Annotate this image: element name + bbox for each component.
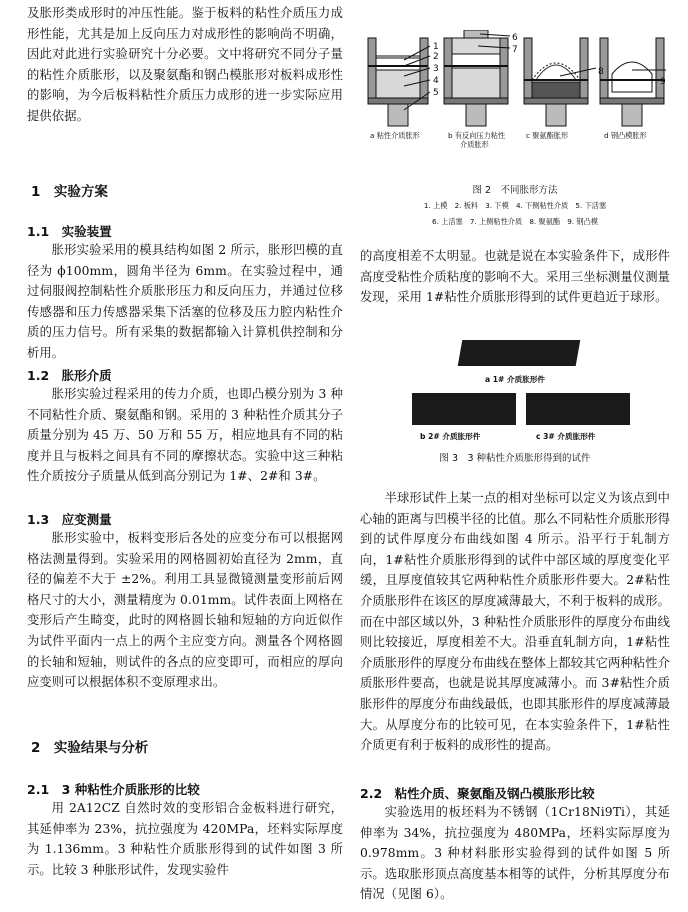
- die-d-icon: [600, 38, 664, 126]
- figure-2-legend-1: 1. 上模 2. 板料 3. 下模 4. 下侧粘性介质 5. 下活塞: [423, 201, 607, 210]
- section-1-1-heading: 1.1 实验装置: [27, 224, 112, 239]
- sub-c-label: c 聚氨酯胀形: [526, 131, 569, 140]
- specimen-2-label: b 2# 介质胀形件: [420, 432, 481, 441]
- section-1-3-paragraph: 胀形实验中，板料变形后各处的应变分布可以根据网格法测量得到。实验采用的网格圆初始直径为 2mm，直径的偏差不大于 ±2%。利用工具显微镜测量变形前后网格尺寸的大小，测量精度为 0.01mm。试件表面上网格在变形后产生畸变，此时的网格圆长轴和短轴的方向近似作为试件平面内一点上的两个主应变方向。测量各个网格圆的长轴和短轴，则试件的各点的应变即可，而相应的厚向应变则可以根据体积不变原理求出。: [27, 531, 343, 690]
- label-7: 7: [512, 45, 518, 55]
- specimen-2-image: [412, 393, 516, 425]
- figure-2-caption: 图 2 不同胀形方法: [472, 185, 558, 196]
- specimen-3-label: c 3# 介质胀形件: [536, 432, 596, 441]
- figure-2-diagram: [360, 30, 670, 170]
- section-1-3-heading: 1.3 应变测量: [27, 512, 112, 527]
- specimen-1-image: [458, 340, 581, 366]
- section-1-heading: 1 实验方案: [31, 184, 108, 200]
- right-top-paragraph: 的高度相差不太明显。也就是说在本实验条件下，成形件高度受粘性介质粘度的影响不大。采用三坐标测量仪测量发现，采用 1#粘性介质胀形得到的试件更趋近于球形。: [360, 249, 670, 305]
- label-4: 4: [433, 76, 439, 86]
- label-5: 5: [433, 88, 439, 98]
- label-8: 8: [598, 67, 604, 77]
- section-2-1-paragraph: 用 2A12CZ 自然时效的变形铝合金板料进行研究，其延伸率为 23%，抗拉强度为 420MPa，坯料实际厚度为 1.136mm。3 种粘性介质胀形得到的试件如图 3 所示。比较 3 种胀形试件，发现实验件: [27, 801, 343, 877]
- section-1-2-paragraph: 胀形实验过程采用的传力介质，也即凸模分别为 3 种不同粘性介质、聚氨酯和钢。采用的 3 种粘性介质其分子质量分别为 45 万、50 万和 55 万，相应地具有不同的粘度并且与板料之间具有不同的摩擦状态。实验中这三种粘性介质按分子质量从低到高分别记为 1#、2#和 3#。: [27, 387, 343, 484]
- section-2-1-heading: 2.1 3 种粘性介质胀形的比较: [27, 782, 200, 797]
- section-2-heading: 2 实验结果与分析: [31, 740, 149, 756]
- label-3: 3: [433, 64, 439, 74]
- label-2: 2: [433, 52, 439, 62]
- intro-paragraph: 及胀形类成形时的冲压性能。鉴于板料的粘性介质压力成形性能，尤其是加上反向压力对成形性的影响尚不明确，因此对此进行实验研究十分必要。文中将研究不同分子量的粘性介质胀形，以及聚氨酯和钢凸模胀形对板料成形性的影响，为今后板料粘性介质压力成形的进一步实际应用提供依据。: [27, 6, 343, 123]
- die-b-icon: [444, 30, 508, 126]
- figure-3-caption: 图 3 3 种粘性介质胀形得到的试件: [439, 453, 591, 464]
- figure-2-legend-2: 6. 上活塞 7. 上侧粘性介质 8. 聚氨酯 9. 钢凸模: [432, 217, 598, 226]
- die-a-icon: [368, 38, 428, 126]
- sub-b-label-2: 介质胀形: [460, 140, 489, 149]
- specimen-3-image: [526, 393, 630, 425]
- label-1: 1: [433, 42, 439, 52]
- sub-a-label: a 粘性介质胀形: [370, 131, 420, 140]
- section-1-1-paragraph: 胀形实验采用的模具结构如图 2 所示，胀形凹模的直径为 ϕ100mm，圆角半径为 6mm。在实验过程中，通过伺服阀控制粘性介质胀形压力和反向压力，并通过位移传感器和压力传感器采集下活塞的位移及压力腔内粘性介质的压力信号。所有采集的数据都输入计算机供控制和分析用。: [27, 243, 343, 360]
- section-2-2-paragraph: 实验选用的板坯料为不锈钢（1Cr18Ni9Ti），其延伸率为 34%，抗拉强度为 480MPa，坯料实际厚度为 0.978mm。3 种材料胀形实验得到的试件如图 5 所示。选取胀形顶点高度基本相等的试件，分析其厚度分布情况（见图 6）。: [360, 805, 670, 902]
- section-2-2-heading: 2.2 粘性介质、聚氨酯及钢凸模胀形比较: [360, 786, 595, 801]
- die-c-icon: [524, 38, 588, 126]
- right-mid-paragraph: 半球形试件上某一点的相对坐标可以定义为该点到中心轴的距离与凹模半径的比值。那么不同粘性介质胀形得到的试件厚度分布曲线如图 4 所示。沿平行于轧制方向，1#粘性介质胀形得到的试件中部区域的厚度变化平缓，且厚度值较其它两种粘性介质胀形件要大。2#粘性介质胀形件在该区的厚度减薄最大，不利于板料的成形。而在中部区域以外，3 种粘性介质胀形件的厚度分布曲线则比较接近，厚度相差不大。沿垂直轧制方向，1#粘性介质胀形件的厚度分布曲线在整体上都较其它两种粘性介质胀形件要高，也就是说其厚度减薄小。而 3#粘性介质胀形件的厚度分布曲线最低，也即其胀形件的厚度减薄最大。从厚度分布的比较可见，在本实验条件下，1#粘性介质更有利于板料的成形性的提高。: [360, 491, 670, 753]
- specimen-1-label: a 1# 介质胀形件: [484, 375, 546, 384]
- sub-b-label-1: b 有反向压力粘性: [448, 131, 506, 140]
- label-6: 6: [512, 33, 518, 43]
- label-9: 9: [660, 77, 666, 87]
- sub-d-label: d 钢凸模胀形: [604, 131, 647, 140]
- section-1-2-heading: 1.2 胀形介质: [27, 368, 112, 383]
